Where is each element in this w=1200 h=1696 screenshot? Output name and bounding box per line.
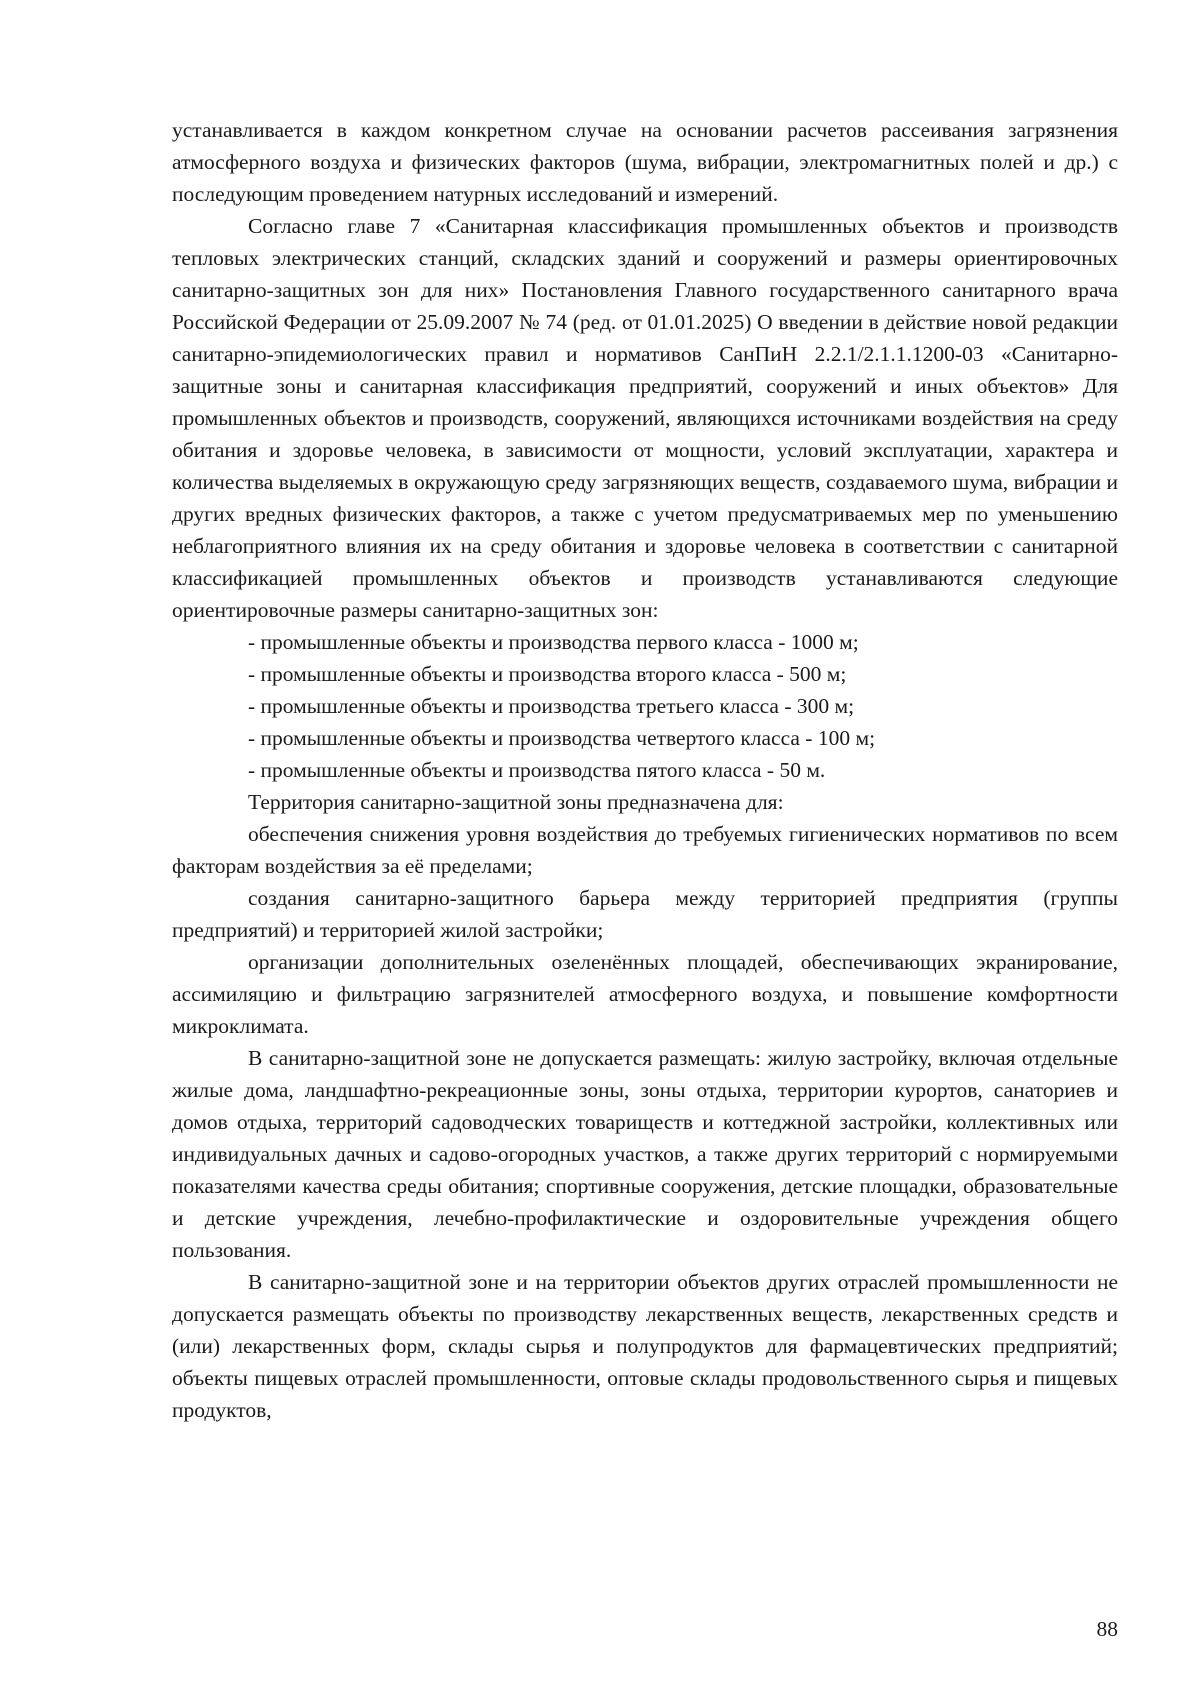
- paragraph-zone-purpose: Территория санитарно-защитной зоны предназначена для:: [248, 790, 784, 814]
- list-item-class-4: - промышленные объекты и производства четвертого класса - 100 м;: [248, 726, 876, 750]
- list-item-class-1: - промышленные объекты и производства первого класса - 1000 м;: [248, 630, 859, 654]
- list-item-class-3: - промышленные объекты и производства третьего класса - 300 м;: [248, 694, 855, 718]
- list-item-class-5: - промышленные объекты и производства пятого класса - 50 м.: [248, 758, 826, 782]
- paragraph-prohibited-placement: В санитарно-защитной зоне не допускается размещать: жилую застройку, включая отдельные жилые дома, ландшафтно-рекреационные зоны, зоны отдыха, территории курортов, санаториев и домов отдыха, территорий садоводческих товариществ и коттеджной застройки, коллективных или индивидуальных дачных и садово-огородных участков, а также других территорий с нормируемыми показателями качества среды обитания; спортивные сооружения, детские площадки, образовательные и детские учреждения, лечебно-профилактические и оздоровительные учреждения общего пользования.: [172, 1046, 1118, 1262]
- paragraph-purpose-1: обеспечения снижения уровня воздействия до требуемых гигиенических нормативов по всем факторам воздействия за её пределами;: [172, 822, 1118, 878]
- paragraph-continuation: устанавливается в каждом конкретном случае на основании расчетов рассеивания загрязнения атмосферного воздуха и физических факторов (шума, вибрации, электромагнитных полей и др.) с последующим проведением натурных исследований и измерений.: [172, 118, 1118, 206]
- list-item-class-2: - промышленные объекты и производства второго класса - 500 м;: [248, 662, 847, 686]
- paragraph-prohibited-industries: В санитарно-защитной зоне и на территории объектов других отраслей промышленности не допускается размещать объекты по производству лекарственных веществ, лекарственных средств и (или) лекарственных форм, склады сырья и полупродуктов для фармацевтических предприятий; объекты пищевых отраслей промышленности, оптовые склады продовольственного сырья и пищевых продуктов,: [172, 1270, 1118, 1422]
- paragraph-sanpin-reference: Согласно главе 7 «Санитарная классификация промышленных объектов и производств тепловых электрических станций, складских зданий и сооружений и размеры ориентировочных санитарно-защитных зон для них» Постановления Главного государственного санитарного врача Российской Федерации от 25.09.2007 № 74 (ред. от 01.01.2025) О введении в действие новой редакции санитарно-эпидемиологических правил и нормативов СанПиН 2.2.1/2.1.1.1200-03 «Санитарно-защитные зоны и санитарная классификация предприятий, сооружений и иных объектов» Для промышленных объектов и производств, сооружений, являющихся источниками воздействия на среду обитания и здоровье человека, в зависимости от мощности, условий эксплуатации, характера и количества выделяемых в окружающую среду загрязняющих веществ, создаваемого шума, вибрации и других вредных физических факторов, а также с учетом предусматриваемых мер по уменьшению неблагоприятного влияния их на среду обитания и здоровье человека в соответствии с санитарной классификацией промышленных объектов и производств устанавливаются следующие ориентировочные размеры санитарно-защитных зон:: [172, 214, 1118, 622]
- paragraph-purpose-3: организации дополнительных озеленённых площадей, обеспечивающих экранирование, ассимиляцию и фильтрацию загрязнителей атмосферного воздуха, и повышение комфортности микроклимата.: [172, 950, 1118, 1038]
- document-body: [172, 114, 1118, 1426]
- paragraph-purpose-2: создания санитарно-защитного барьера между территорией предприятия (группы предприятий) и территорией жилой застройки;: [172, 886, 1118, 942]
- page-number: 88: [1096, 1617, 1118, 1641]
